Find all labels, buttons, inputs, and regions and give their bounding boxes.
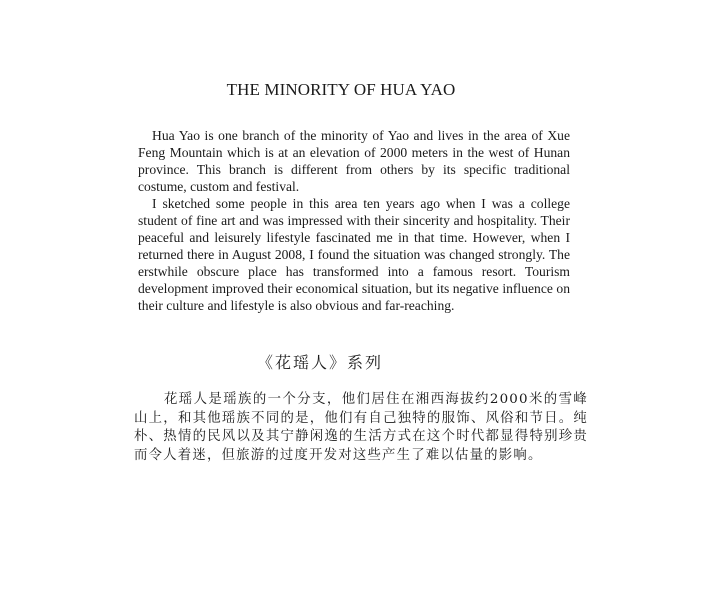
english-body	[138, 127, 570, 314]
english-paragraph-2: I sketched some people in this area ten years ago when I was a college student of fine art and was impressed with their sincerity and hospitality. Their peaceful and leisurely lifestyle fascinated me in that time. However, when I returned there in August 2008, I found the situation was changed strongly. The erstwhile obscure place has transformed into a famous resort. Tourism development improved their economical situation, but its negative influence on their culture and lifestyle is also obvious and far-reaching.	[138, 196, 570, 313]
chinese-title: 《花瑶人》系列	[256, 353, 383, 372]
english-paragraph-1: Hua Yao is one branch of the minority of Yao and lives in the area of Xue Feng Mountain which is at an elevation of 2000 meters in the west of Hunan province. This branch is different from others by its specific traditional costume, custom and festival.	[138, 128, 570, 194]
english-title: THE MINORITY OF HUA YAO	[226, 80, 456, 99]
chinese-paragraph: 花瑶人是瑶族的一个分支，他们居住在湘西海拔约2000米的雪峰山上，和其他瑶族不同的是，他们有自己独特的服饰、风俗和节日。纯朴、热情的民风以及其宁静闲逸的生活方式在这个时代都显得特别珍贵而令人着迷，但旅游的过度开发对这些产生了难以估量的影响。	[134, 392, 588, 463]
chinese-body	[134, 391, 588, 465]
